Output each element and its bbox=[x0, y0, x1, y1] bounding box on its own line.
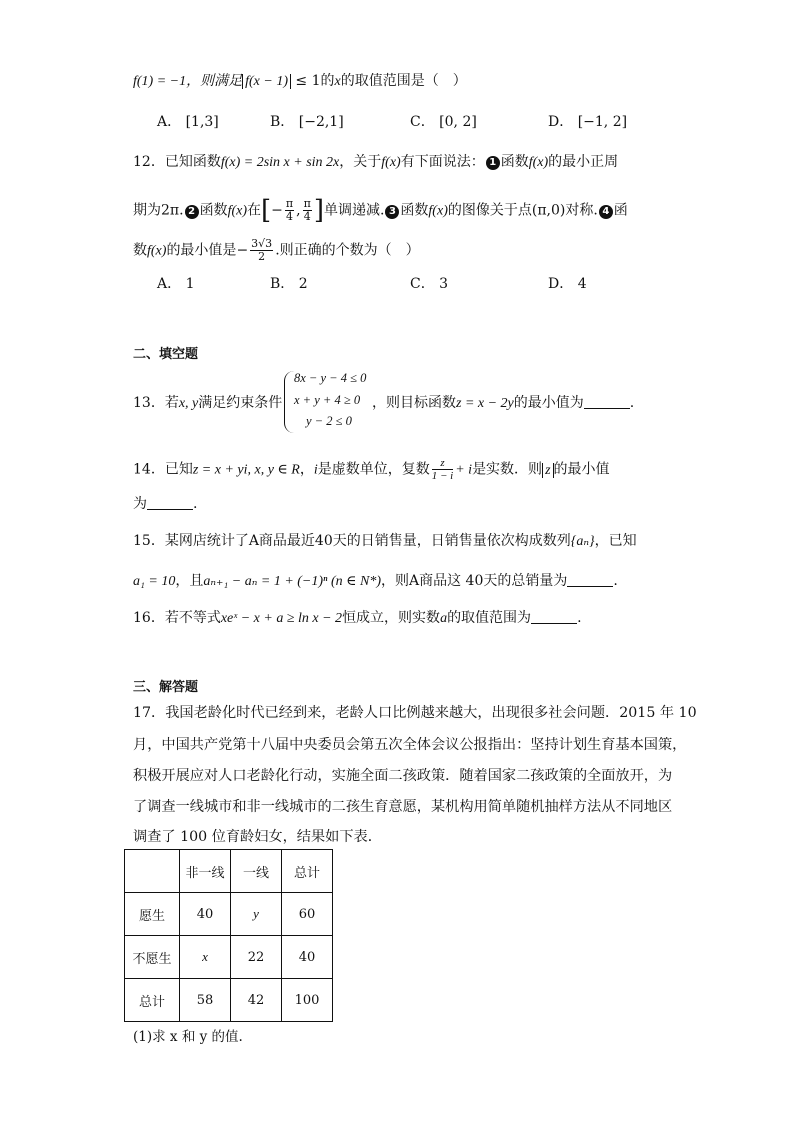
q11-text: 的 bbox=[320, 73, 335, 89]
table-header-row bbox=[125, 850, 333, 893]
table-cell: 42 bbox=[231, 979, 282, 1022]
circled-3-icon: 3 bbox=[385, 205, 399, 219]
q15-answer-blank[interactable] bbox=[567, 572, 613, 587]
table-header: 总计 bbox=[282, 850, 333, 893]
q12-func: f(x) = 2sin x + sin 2x bbox=[220, 155, 340, 170]
table-cell: 不愿生 bbox=[125, 936, 180, 979]
q16-answer-blank[interactable] bbox=[531, 609, 577, 624]
circled-4-icon: 4 bbox=[599, 205, 613, 219]
q12-option-a[interactable]: A． 1 bbox=[157, 276, 195, 292]
q12-line1: 12．已知函数f(x) = 2sin x + sin 2x，关于f(x)有下面说法： 1 函数f(x)的最小正周 bbox=[133, 154, 619, 170]
circled-1-icon: 1 bbox=[486, 156, 500, 170]
table-cell: 总计 bbox=[125, 979, 180, 1022]
q11-option-a[interactable]: A． [1,3] bbox=[157, 114, 219, 130]
q11-f1: f(1) = −1，则满足 bbox=[133, 74, 243, 89]
q17-line-5: 调查了 100 位育龄妇女，结果如下表． bbox=[133, 829, 382, 845]
q14-line2: 为 . bbox=[133, 496, 198, 512]
table-row bbox=[125, 979, 333, 1022]
table-cell: 100 bbox=[282, 979, 333, 1022]
q11-abs-expr: f(x − 1) bbox=[242, 74, 291, 89]
table-cell: 22 bbox=[231, 936, 282, 979]
q13-constraint-2: x + y + 4 ≥ 0 bbox=[294, 393, 361, 407]
q17-survey-table bbox=[124, 849, 333, 1022]
q12-min-frac: $\frac{3√3}{2}$ bbox=[251, 237, 273, 263]
q17-line-1: 17．我国老龄化时代已经到来，老龄人口比例越来越大，出现很多社会问题．2015 年 10 bbox=[133, 705, 697, 721]
q15-line1: 15．某网店统计了A商品最近40天的日销售量，日销售量依次构成数列{aₙ}，已知 bbox=[133, 533, 637, 549]
q11-end: 的取值范围是（ ） bbox=[340, 73, 467, 89]
q12-line2: 期为2π. 2 函数f(x)在[− $\frac{\pi}{4}$ , $\frac{\pi}{4}$ ]单调递减. 3 函数f(x)的图像关于点(π,0)对称. 4 函 bbox=[133, 195, 628, 226]
q17-line-4: 了调查一线城市和非一线城市的二孩生育意愿，某机构用简单随机抽样方法从不同地区 bbox=[133, 799, 673, 815]
q12-frac-left: $\frac{\pi}{4}$ bbox=[285, 197, 294, 223]
q11-continuation: f(1) = −1，则满足 f(x − 1) ≤ 1的x的取值范围是（ ） bbox=[133, 73, 467, 89]
q14-fraction: $\frac{z}{1 - i}$ bbox=[431, 457, 454, 482]
table-cell bbox=[125, 850, 180, 893]
q17-subquestion-1: (1)求 x 和 y 的值. bbox=[133, 1029, 243, 1045]
q12-option-c[interactable]: C． 3 bbox=[410, 276, 449, 292]
table-row bbox=[125, 936, 333, 979]
q13-suffix: ，则目标函数z = x − 2y的最小值为 . bbox=[372, 395, 635, 411]
q12-option-d[interactable]: D． 4 bbox=[548, 276, 587, 292]
q13-constraint-3: y − 2 ≤ 0 bbox=[306, 414, 352, 428]
q13-constraint-1: 8x − y − 4 ≤ 0 bbox=[294, 371, 367, 385]
table-cell: 40 bbox=[282, 936, 333, 979]
q14-answer-blank[interactable] bbox=[147, 495, 193, 510]
q12-line3: 数f(x)的最小值是− $\frac{3√3}{2}$ .则正确的个数为（ ） bbox=[133, 237, 420, 263]
q12-option-b[interactable]: B． 2 bbox=[270, 276, 308, 292]
table-cell: 40 bbox=[180, 893, 231, 936]
q11-option-c[interactable]: C． [0, 2] bbox=[410, 114, 477, 130]
q12-frac-right: $\frac{\pi}{4}$ bbox=[303, 197, 311, 223]
q14-abs-z: z bbox=[542, 463, 553, 478]
q16-line: 16．若不等式xeˣ − x + a ≥ ln x − 2恒成立，则实数a的取值范围为 . bbox=[133, 610, 582, 626]
circled-2-icon: 2 bbox=[185, 205, 199, 219]
q11-x: x bbox=[334, 74, 341, 89]
q13-prefix: 13．若x, y满足约束条件 bbox=[133, 395, 283, 411]
q14-line1: 14．已知z = x + yi, x, y ∈ R，i是虚数单位，复数 $\frac{z}{1 - i}$ + i是实数．则 z 的最小值 bbox=[133, 457, 610, 482]
table-cell: 愿生 bbox=[125, 893, 180, 936]
q13-answer-blank[interactable] bbox=[584, 394, 630, 409]
q17-line-3: 积极开展应对人口老龄化行动，实施全面二孩政策．随着国家二孩政策的全面放开，为 bbox=[133, 768, 673, 784]
table-cell: y bbox=[231, 893, 282, 936]
table-cell: 60 bbox=[282, 893, 333, 936]
table-cell: 58 bbox=[180, 979, 231, 1022]
q11-option-b[interactable]: B． [−2,1] bbox=[270, 114, 344, 130]
table-row bbox=[125, 893, 333, 936]
q17-line-2: 月，中国共产党第十八届中央委员会第五次全体会议公报指出：坚持计划生育基本国策， bbox=[133, 737, 687, 753]
q15-line2: a₁ = 10，且aₙ₊₁ − aₙ = 1 + (−1)ⁿ (n ∈ N*)，则A商品这 40天的总销量为 . bbox=[133, 573, 618, 589]
section-fill-in-title: 二、填空题 bbox=[133, 347, 199, 362]
section-answer-title: 三、解答题 bbox=[133, 680, 199, 695]
table-header: 一线 bbox=[231, 850, 282, 893]
q11-option-d[interactable]: D． [−1, 2] bbox=[548, 114, 628, 130]
table-header: 非一线 bbox=[180, 850, 231, 893]
table-cell: x bbox=[180, 936, 231, 979]
